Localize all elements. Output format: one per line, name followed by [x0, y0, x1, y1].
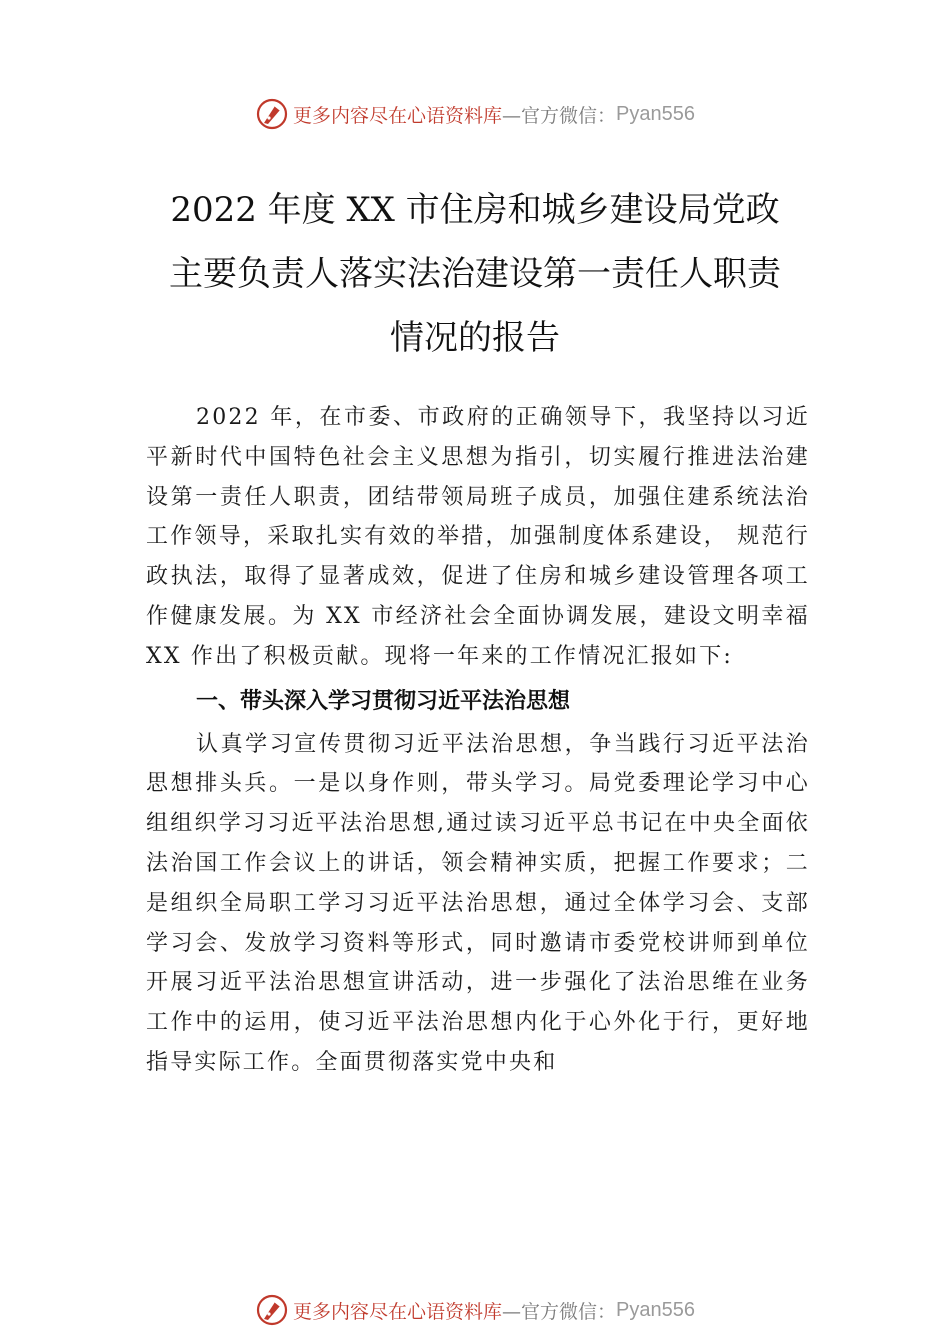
- title-line-1: 2022 年度 XX 市住房和城乡建设局党政: [170, 190, 780, 230]
- banner-site-text: 更多内容尽在心语资料库: [293, 104, 503, 127]
- banner-wechat-label: —官方微信：: [502, 104, 617, 127]
- intro-paragraph: 2022 年，在市委、市政府的正确领导下，我坚持以习近平新时代中国特色社会主义思想为指引，切实履行推进法治建设第一责任人职责，团结带领局班子成员，加强住建系统法治工作领导，采取扎实有效的举措，加强制度体系建设， 规范行政执法，取得了显著成效，促进了住房和城乡建设管理各项工作健康发展。为 XX 市经济社会全面协调发展，建设文明幸福 XX 作出了积极贡献。现将一年来的工作情况汇报如下:: [146, 405, 810, 669]
- footer-site-text: 更多内容尽在心语资料库: [293, 1300, 503, 1323]
- banner-wechat-id: Pyan556: [616, 102, 695, 125]
- document-title: [0, 178, 950, 370]
- section-1-heading: 一、带头深入学习贯彻习近平法治思想: [196, 688, 571, 714]
- header-banner: [0, 94, 950, 134]
- footer-wechat-label: —官方微信：: [502, 1300, 617, 1323]
- title-line-3: 情况的报告: [390, 318, 560, 358]
- pen-nib-logo-icon: [255, 1293, 289, 1327]
- footer-wechat-id: Pyan556: [616, 1298, 695, 1321]
- section-1-paragraph: 认真学习宣传贯彻习近平法治思想，争当践行习近平法治思想排头兵。一是以身作则，带头学习。局党委理论学习中心组组织学习习近平法治思想,通过读习近平总书记在中央全面依法治国工作会议上的讲话，领会精神实质，把握工作要求；二是组织全局职工学习习近平法治思想，通过全体学习会、支部学习会、发放学习资料等形式，同时邀请市委党校讲师到单位开展习近平法治思想宣讲活动，进一步强化了法治思维在业务工作中的运用，使习近平法治思想内化于心外化于行，更好地指导实际工作。全面贯彻落实党中央和: [146, 731, 810, 1075]
- footer-banner: [0, 1290, 950, 1330]
- pen-nib-logo-icon: [255, 97, 289, 131]
- title-line-2: 主要负责人落实法治建设第一责任人职责: [169, 254, 781, 294]
- document-body: [146, 398, 810, 1083]
